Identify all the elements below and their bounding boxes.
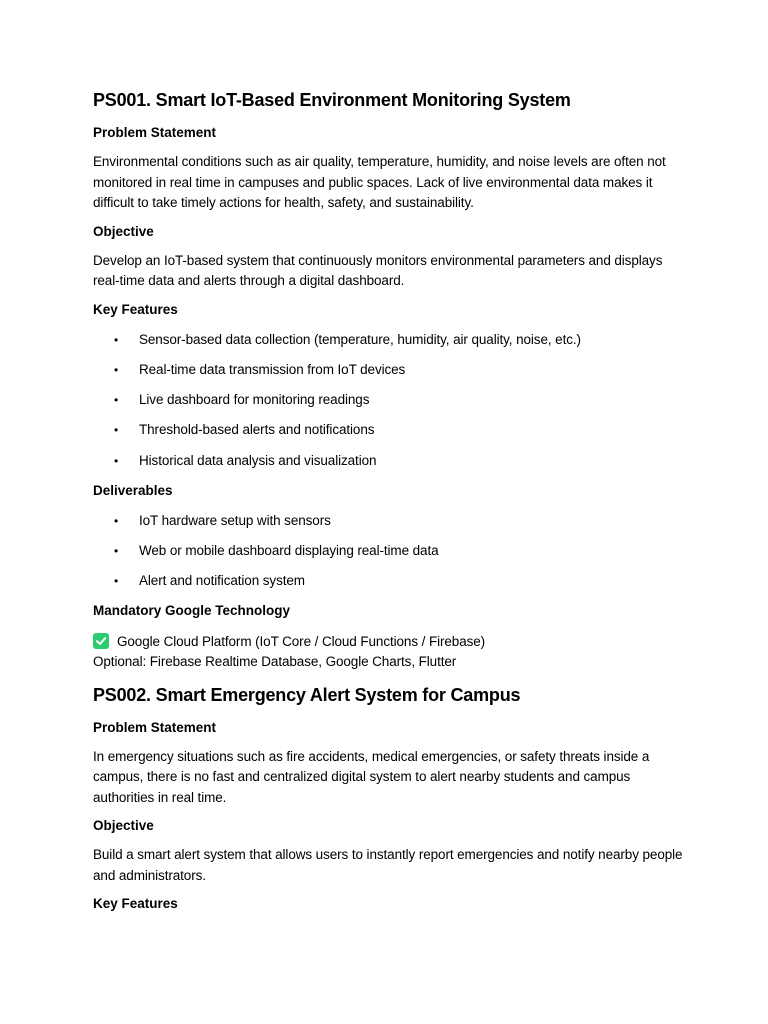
bullet-icon: • [114, 332, 119, 347]
list-item: • Historical data analysis and visualization [114, 452, 377, 468]
ps001-problem-text: Environmental conditions such as air quality, temperature, humidity, and noise levels are often not monitored in real time in campuses and public spaces. Lack of live environmental data makes it difficult to take timely actions for health, safety, and sustainability. [93, 154, 666, 210]
ps002-features-heading: Key Features [93, 896, 178, 912]
bullet-icon: • [114, 574, 119, 589]
ps001-tech-main: Google Cloud Platform (IoT Core / Cloud Functions / Firebase) [93, 632, 683, 652]
bullet-icon: • [114, 513, 119, 528]
list-item: • Threshold-based alerts and notifications [114, 422, 375, 438]
list-item: • Alert and notification system [114, 573, 305, 589]
list-item: • IoT hardware setup with sensors [114, 512, 331, 528]
ps001-features-list [93, 331, 683, 470]
ps001-title: PS001. Smart IoT-Based Environment Monitoring System [93, 90, 571, 110]
ps001-objective-text: Develop an IoT-based system that continuously monitors environmental parameters and displays real-time data and alerts through a digital dashboard. [93, 252, 663, 288]
ps001-problem-heading: Problem Statement [93, 125, 217, 140]
ps002-objective-text: Build a smart alert system that allows users to instantly report emergencies and notify nearby people and administrators. [93, 847, 683, 883]
bullet-icon: • [114, 362, 119, 377]
list-item: • Sensor-based data collection (temperature, humidity, air quality, noise, etc.) [114, 331, 581, 347]
ps002-problem-text: In emergency situations such as fire accidents, medical emergencies, or safety threats inside a campus, there is no fast and centralized digital system to alert nearby students and campus authorities in real time. [93, 748, 650, 805]
list-item: • Real-time data transmission from IoT devices [114, 361, 406, 377]
ps002-problem-heading: Problem Statement [93, 719, 217, 735]
bullet-icon: • [114, 393, 119, 408]
document-content [93, 87, 683, 913]
list-item: • Web or mobile dashboard displaying real-time data [114, 542, 439, 558]
ps002-title: PS002. Smart Emergency Alert System for Campus [93, 684, 521, 705]
check-mark-icon [93, 633, 109, 649]
bullet-icon: • [114, 423, 119, 438]
ps001-tech-heading: Mandatory Google Technology [93, 603, 291, 619]
ps001-deliverables-list [93, 512, 683, 591]
bullet-icon: • [114, 543, 119, 558]
bullet-icon: • [114, 453, 119, 468]
ps001-tech-optional: Optional: Firebase Realtime Database, Google Charts, Flutter [93, 654, 457, 670]
ps002-objective-heading: Objective [93, 818, 154, 834]
list-item: • Live dashboard for monitoring readings [114, 392, 370, 408]
ps001-features-heading: Key Features [93, 301, 178, 317]
ps001-objective-heading: Objective [93, 223, 154, 239]
ps001-deliverables-heading: Deliverables [93, 482, 173, 498]
